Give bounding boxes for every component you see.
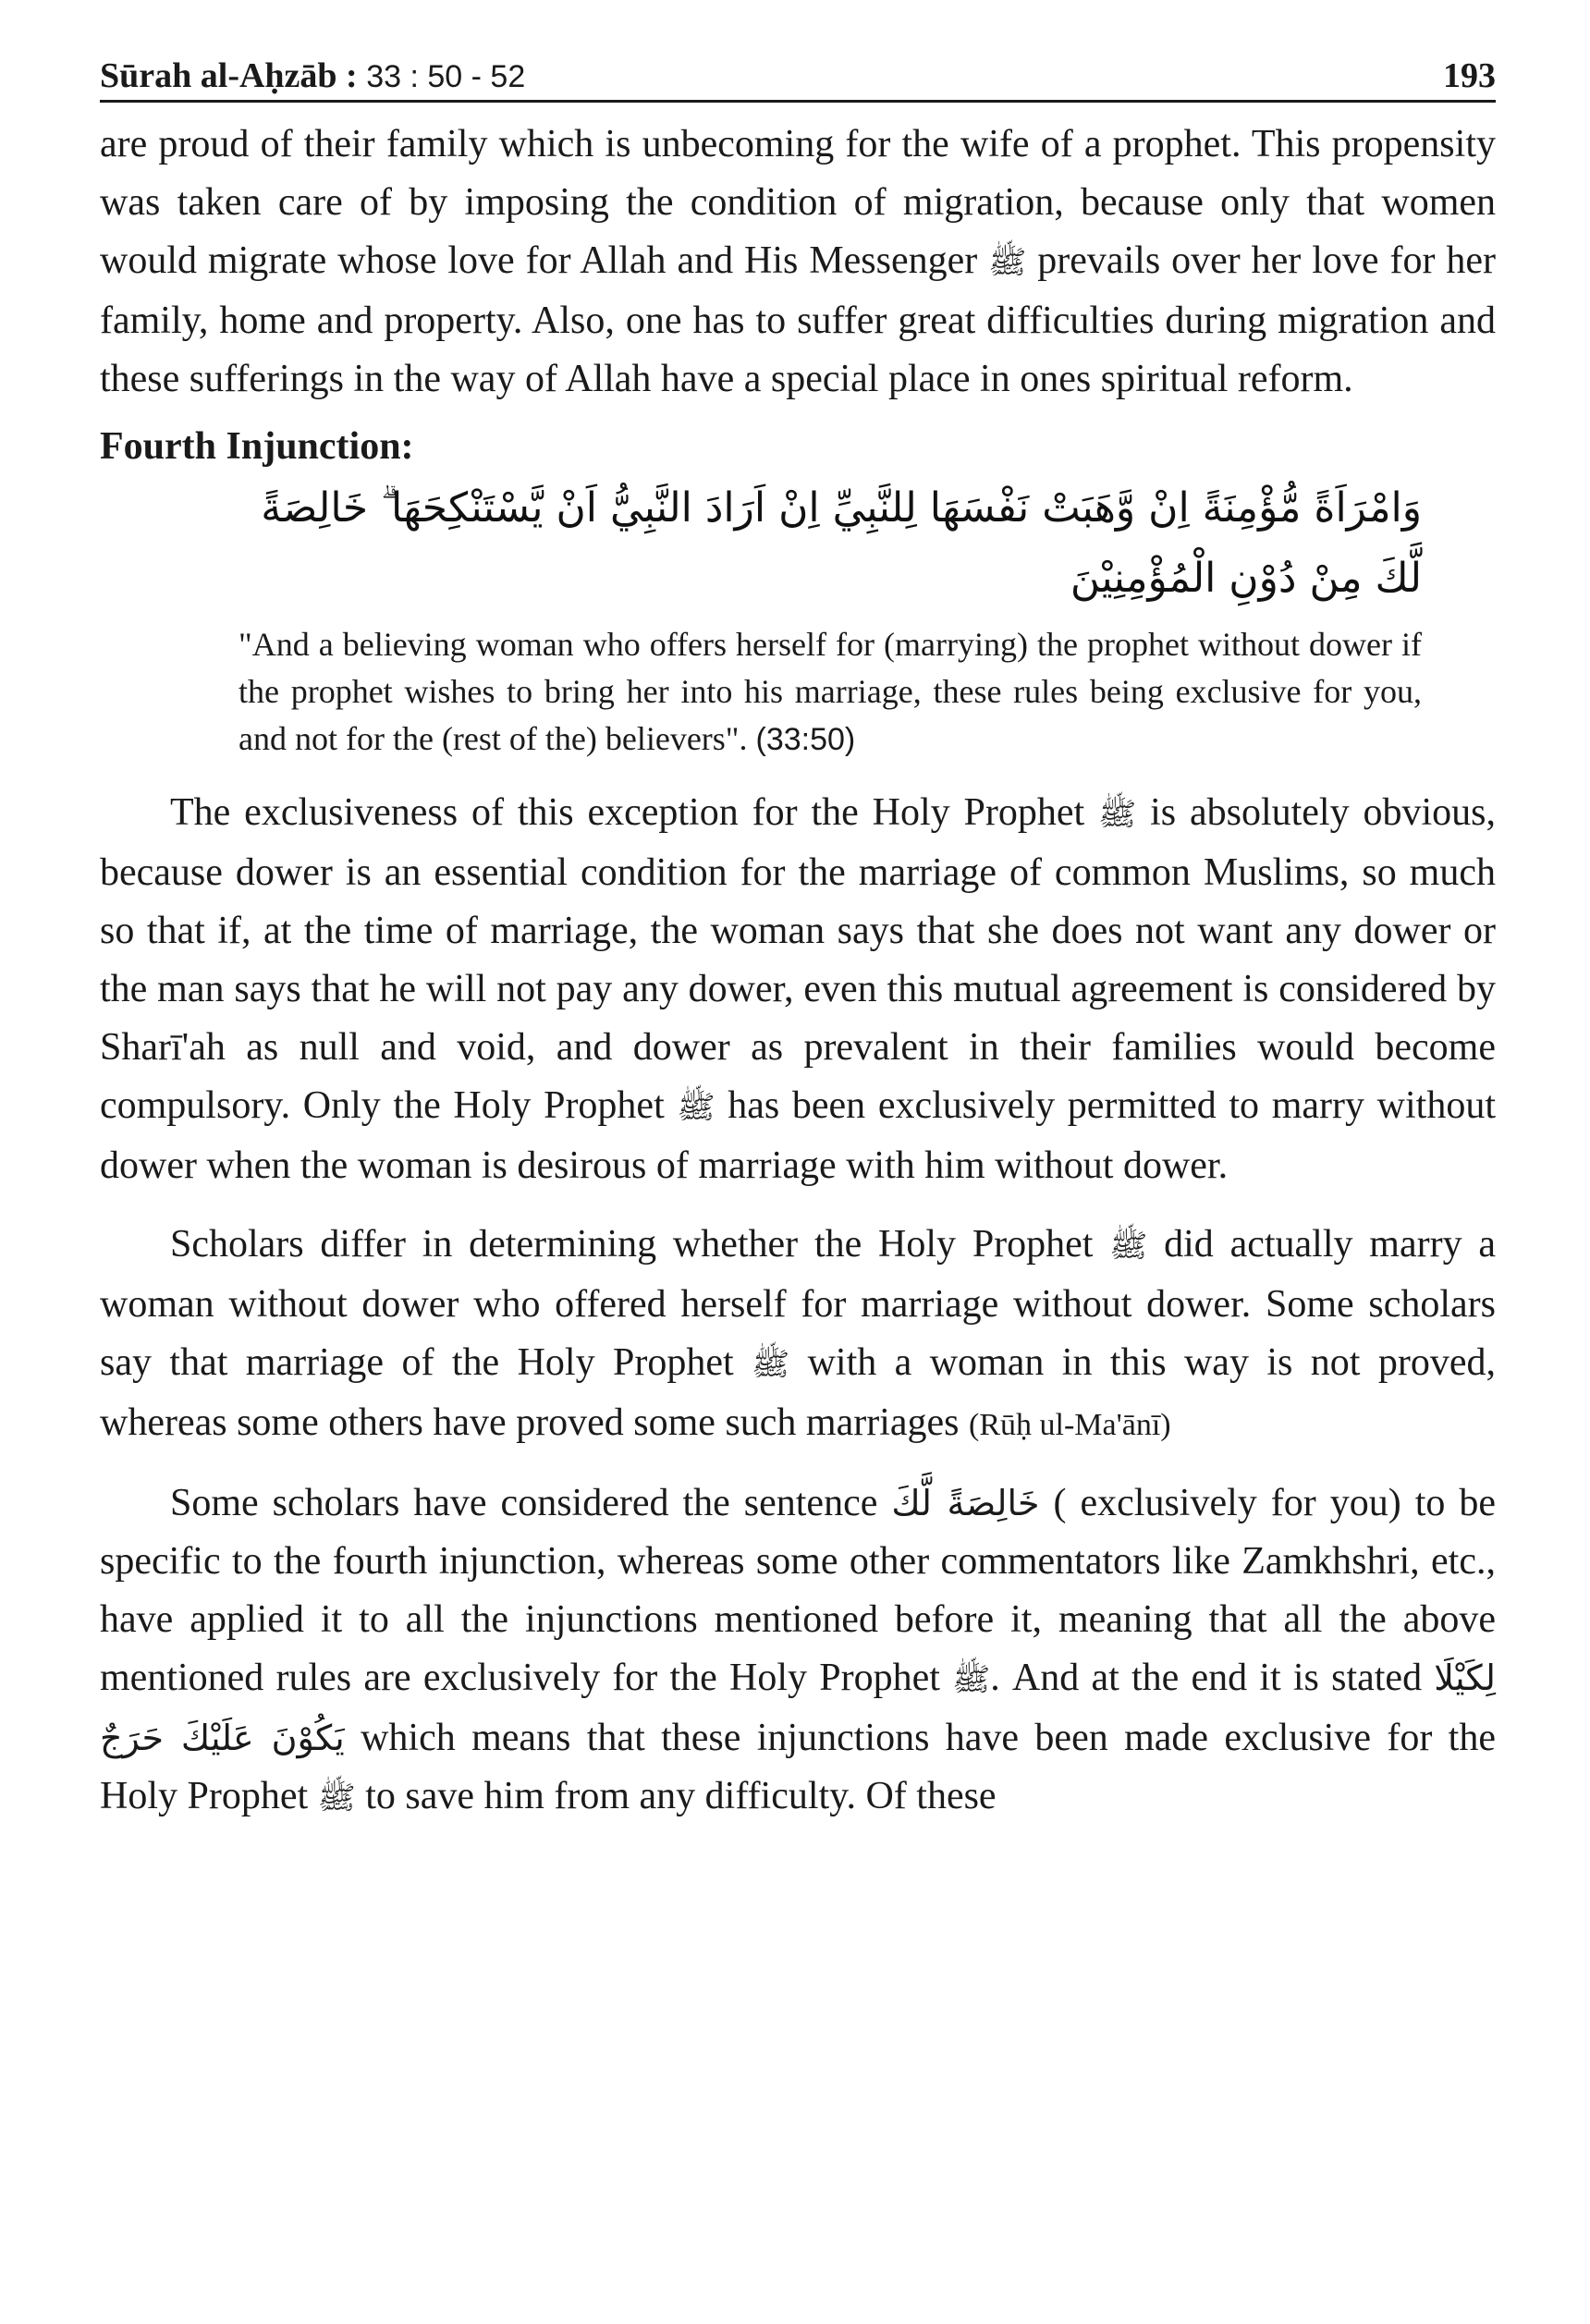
arabic-phrase: خَالِصَةً لَّكَ	[891, 1483, 1040, 1523]
paragraph-text: which means that these injunctions have been made exclusive for the Holy Prophet	[100, 1717, 1496, 1817]
paragraph-text: with a woman in this way is not proved, whereas some others have proved some such marriages	[100, 1341, 1497, 1444]
paragraph-text: has been exclusively permitted to marry without dower when the woman is desirous of marriage with him without dower.	[100, 1084, 1497, 1187]
paragraph-text: are proud of their family which is unbecoming for the wife of a prophet. This propensity was taken care of by imposing the condition of migration, because only that women would migrate whose love for Allah and His Messenger	[100, 123, 1496, 282]
salutation-icon: ﷺ	[677, 1089, 716, 1126]
paragraph-sentence-scope	[100, 1474, 1496, 1828]
salutation-icon: ﷺ	[317, 1780, 356, 1816]
salutation-icon: ﷺ	[952, 1661, 991, 1698]
arabic-verse: وَامْرَاَةً مُّؤْمِنَةً اِنْ وَّهَبَتْ نَفْسَهَا لِلنَّبِيِّ اِنْ اَرَادَ النَّبِيُّ اَنْ يَّسْتَنْكِحَهَا ۗ خَالِصَةً لَّكَ مِنْ دُوْنِ الْمُؤْمِنِيْنَ	[261, 484, 1422, 602]
citation: (Rūḥ ul-Ma'ānī)	[969, 1408, 1171, 1442]
salutation-icon: ﷺ	[1098, 796, 1137, 833]
paragraph-migration	[100, 116, 1496, 409]
salutation-icon: ﷺ	[988, 244, 1027, 281]
salutation-icon: ﷺ	[752, 1346, 790, 1383]
paragraph-text: prevails over her love for her family, home and property. Also, one has to suffer great difficulties during migration and these sufferings in the way of Allah have a special place in ones spiritual reform.	[100, 239, 1496, 400]
paragraph-scholars-differ	[100, 1216, 1496, 1454]
translation-text: "And a believing woman who offers herself for (marrying) the prophet without dower if the prophet wishes to bring her into his marriage, these rules being exclusive for you, and not for the (rest of the) believers".	[238, 626, 1422, 757]
verse-range: 33 : 50 - 52	[366, 59, 526, 94]
surah-name: Sūrah al-Aḥzāb :	[100, 56, 358, 95]
paragraph-text: ( exclusively for you) to be specific to the fourth injunction, whereas some other commentators like Zamkhshri, etc., have applied it to all the injunctions mentioned before it, meaning that all the above mentioned rules are exclusively for the Holy Prophet	[100, 1482, 1497, 1699]
paragraph-exclusiveness	[100, 784, 1496, 1195]
paragraph-text: . And at the end it is stated	[990, 1657, 1423, 1699]
page-header	[100, 37, 1496, 103]
salutation-icon: ﷺ	[1109, 1228, 1148, 1265]
paragraph-text: Some scholars have considered the sentence	[170, 1482, 878, 1524]
document-page	[100, 37, 1496, 1828]
paragraph-text: Scholars differ in determining whether the Holy Prophet	[170, 1223, 1094, 1266]
arabic-phrase: لِكَيْلَا يَكُوْنَ عَلَيْكَ حَرَجٌ	[100, 1657, 1497, 1758]
verse-translation	[238, 621, 1422, 764]
verse-reference: (33:50)	[755, 722, 856, 757]
section-heading: Fourth Injunction:	[100, 425, 414, 468]
paragraph-text: did actually marry a woman without dower who offered herself for marriage without dower. Some scholars say that marriage of the Holy Prophet	[100, 1223, 1496, 1384]
paragraph-text: is absolutely obvious, because dower is an essential condition for the marriage of common Muslims, so much so that if, at the time of marriage, the woman says that she does not want any dower or the man says that he will not pay any dower, even this mutual agreement is considered by Sharī'ah as null and void, and dower as prevalent in their families would become compulsory. Only the Holy Prophet	[100, 791, 1496, 1127]
paragraph-text: The exclusiveness of this exception for the Holy Prophet	[170, 791, 1085, 834]
paragraph-text: to save him from any difficulty. Of these	[365, 1775, 997, 1817]
page-number: 193	[1443, 56, 1496, 95]
running-title	[100, 55, 525, 96]
